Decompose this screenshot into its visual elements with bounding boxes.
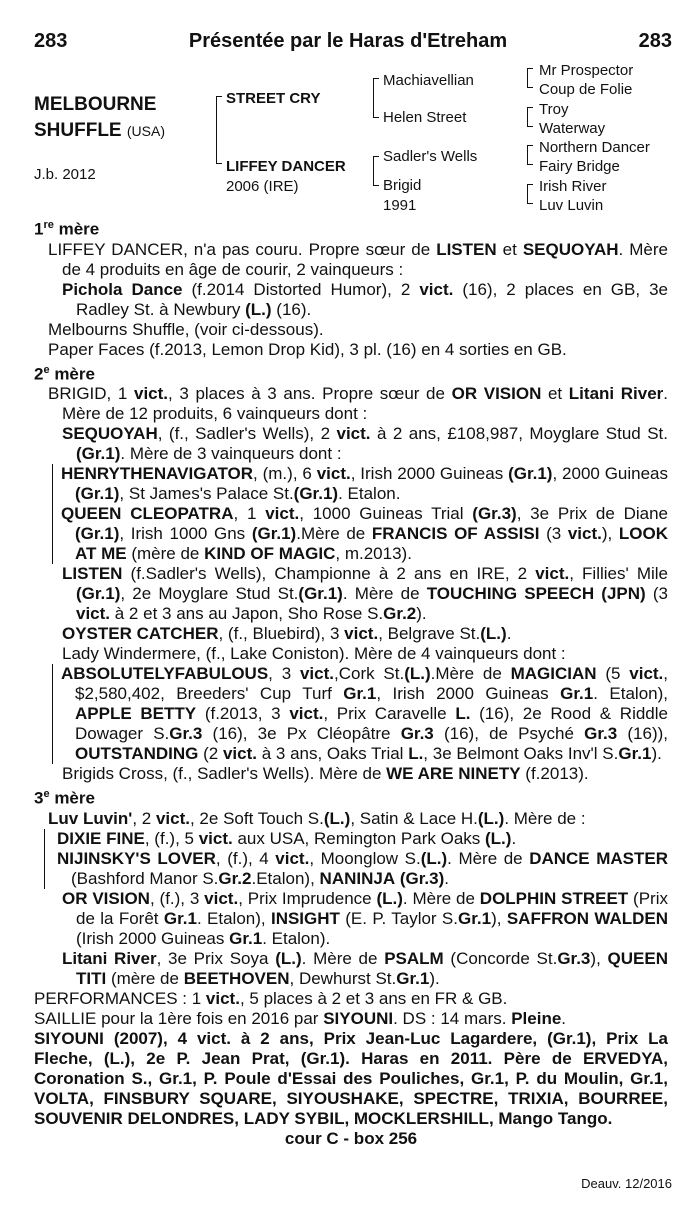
list-item: Litani River, 3e Prix Soya (L.). Mère de PSALM (Concorde St.Gr.3), QUEEN TITI (mère de BEETHOVEN, Dewhurst St.Gr.1). bbox=[62, 948, 668, 988]
stallion-info: SIYOUNI (2007), 4 vict. à 2 ans, Prix Jean-Luc Lagardere, (Gr.1), Prix La Fleche, (L.), 2e P. Jean Prat, (Gr.1). Haras en 2011. Père de ERVEDYA, Coronation S., Gr.1, P. Poule d'Essai des Pouliches, Gr.1, P. du Moulin, Gr.1, VOLTA, FINSBURY SQUARE, SIYOUSHAKE, SPECTRE, TRIXIA, BOURREE, SOUVENIR DELONDRES, LADY SYBIL, MOCKLERSHILL, Mango Tango. bbox=[34, 1028, 668, 1128]
paragraph: BRIGID, 1 vict., 3 places à 3 ans. Propre sœur de OR VISION et Litani River. Mère de 12 produits, 6 vainqueurs dont : bbox=[48, 384, 669, 424]
pedigree-bracket bbox=[527, 145, 528, 165]
section-third-dam: 3e mère bbox=[34, 788, 95, 808]
dsd: Fairy Bridge bbox=[539, 158, 620, 175]
pedigree-bracket bbox=[527, 68, 528, 88]
list-item: NIJINSKY'S LOVER, (f.), 4 vict., Moonglow S.(L.). Mère de DANCE MASTER (Bashford Manor S.Gr.2.Etalon), NANINJA (Gr.3). bbox=[57, 848, 668, 888]
dam-sire: Sadler's Wells bbox=[383, 148, 478, 165]
box-location: cour C - box 256 bbox=[284, 1128, 418, 1148]
horse-origin: (USA) bbox=[126, 123, 166, 139]
ddd: Luv Luvin bbox=[539, 197, 604, 214]
list-item: QUEEN CLEOPATRA, 1 vict., 1000 Guineas Trial (Gr.3), 3e Prix de Diane (Gr.1), Irish 1000 Gns (Gr.1).Mère de FRANCIS OF ASSISI (3 vict.), LOOK AT ME (mère de KIND OF MAGIC, m.2013). bbox=[61, 504, 669, 564]
horse-name bbox=[34, 92, 165, 144]
dam-info: 2006 (IRE) bbox=[226, 178, 299, 195]
list-item: ABSOLUTELYFABULOUS, 3 vict.,Cork St.(L.).Mère de MAGICIAN (5 vict., $2,580,402, Breeders' Cup Turf Gr.1, Irish 2000 Guineas Gr.1. Etalon), APPLE BETTY (f.2013, 3 vict., Prix Caravelle L. (16), 2e Rood & Riddle Dowager S.Gr.3 (16), 3e Px Cléopâtre Gr.3 (16), de Psyché Gr.3 (16)), OUTSTANDING (2 vict. à 3 ans, Oaks Trial L., 3e Belmont Oaks Inv'l S.Gr.1). bbox=[61, 664, 669, 764]
list-item: LISTEN (f.Sadler's Wells), Championne à 2 ans en IRE, 2 vict., Fillies' Mile (Gr.1), 2e Moyglare Stud St.(Gr.1). Mère de TOUCHING SPEECH (JPN) (3 vict. à 2 et 3 ans au Japon, Sho Rose S.Gr.2). bbox=[62, 564, 668, 624]
sire-sire: Machiavellian bbox=[383, 72, 474, 89]
paragraph: LIFFEY DANCER, n'a pas couru. Propre sœur de LISTEN et SEQUOYAH. Mère de 4 produits en âge de courir, 2 vainqueurs : bbox=[48, 239, 668, 279]
sdd: Waterway bbox=[539, 120, 606, 137]
section-second-dam: 2e mère bbox=[34, 363, 95, 384]
pedigree-bracket bbox=[527, 184, 528, 204]
lot-number-left: 283 bbox=[34, 30, 68, 52]
progeny-group bbox=[52, 464, 668, 564]
horse-name-line2: SHUFFLE bbox=[34, 120, 122, 141]
sire: STREET CRY bbox=[226, 90, 321, 107]
dss: Northern Dancer bbox=[539, 139, 650, 156]
sire-dam: Helen Street bbox=[383, 109, 467, 126]
performances: PERFORMANCES : 1 vict., 5 places à 2 et 3 ans en FR & GB. bbox=[34, 988, 508, 1008]
list-item: Brigids Cross, (f., Sadler's Wells). Mère de WE ARE NINETY (f.2013). bbox=[62, 764, 589, 784]
list-item: Paper Faces (f.2013, Lemon Drop Kid), 3 pl. (16) en 4 sorties en GB. bbox=[48, 339, 567, 359]
dds: Irish River bbox=[539, 178, 607, 195]
horse-info: J.b. 2012 bbox=[34, 166, 96, 183]
paragraph: Luv Luvin', 2 vict., 2e Soft Touch S.(L.), Satin & Lace H.(L.). Mère de : bbox=[48, 808, 586, 828]
list-item: SEQUOYAH, (f., Sadler's Wells), 2 vict. à 2 ans, £108,987, Moyglare Stud St.(Gr.1). Mère de 3 vainqueurs dont : bbox=[62, 424, 668, 464]
covering: SAILLIE pour la 1ère fois en 2016 par SIYOUNI. DS : 14 mars. Pleine. bbox=[34, 1008, 567, 1028]
section-first-dam: 1re mère bbox=[34, 219, 100, 239]
catalogue-text bbox=[34, 215, 668, 1149]
pedigree-bracket bbox=[527, 107, 528, 127]
sale-reference: Deauv. 12/2016 bbox=[581, 1176, 672, 1191]
list-item: OYSTER CATCHER, (f., Bluebird), 3 vict., Belgrave St.(L.). bbox=[62, 624, 512, 644]
list-item: HENRYTHENAVIGATOR, (m.), 6 vict., Irish 2000 Guineas (Gr.1), 2000 Guineas (Gr.1), St James's Palace St.(Gr.1). Etalon. bbox=[61, 464, 669, 504]
ssd: Coup de Folie bbox=[539, 81, 633, 98]
horse-name-line1: MELBOURNE bbox=[34, 94, 157, 115]
page-header bbox=[0, 30, 696, 56]
dam-dam-year: 1991 bbox=[383, 197, 417, 214]
lot-number-right: 283 bbox=[638, 30, 672, 52]
dam-dam: Brigid bbox=[383, 177, 422, 194]
pedigree-bracket bbox=[373, 156, 374, 186]
dam: LIFFEY DANCER bbox=[226, 158, 346, 175]
list-item: OR VISION, (f.), 3 vict., Prix Imprudence (L.). Mère de DOLPHIN STREET (Prix de la Forêt Gr.1. Etalon), INSIGHT (E. P. Taylor S.Gr.1), SAFFRON WALDEN (Irish 2000 Guineas Gr.1. Etalon). bbox=[62, 888, 668, 948]
pedigree-bracket bbox=[373, 78, 374, 118]
sss: Mr Prospector bbox=[539, 62, 634, 79]
list-item: Melbourns Shuffle, (voir ci-dessous). bbox=[48, 319, 324, 339]
progeny-group bbox=[44, 829, 668, 889]
list-item: DIXIE FINE, (f.), 5 vict. aux USA, Remington Park Oaks (L.). bbox=[57, 828, 517, 848]
progeny-group bbox=[52, 664, 668, 764]
sds: Troy bbox=[539, 101, 569, 118]
list-item: Lady Windermere, (f., Lake Coniston). Mère de 4 vainqueurs dont : bbox=[62, 644, 566, 664]
list-item: Pichola Dance (f.2014 Distorted Humor), 2 vict. (16), 2 places en GB, 3e Radley St. à Newbury (L.) (16). bbox=[62, 279, 668, 319]
consignor: Présentée par le Haras d'Etreham bbox=[188, 30, 508, 52]
pedigree-bracket bbox=[216, 96, 217, 164]
pedigree-table bbox=[0, 62, 696, 222]
